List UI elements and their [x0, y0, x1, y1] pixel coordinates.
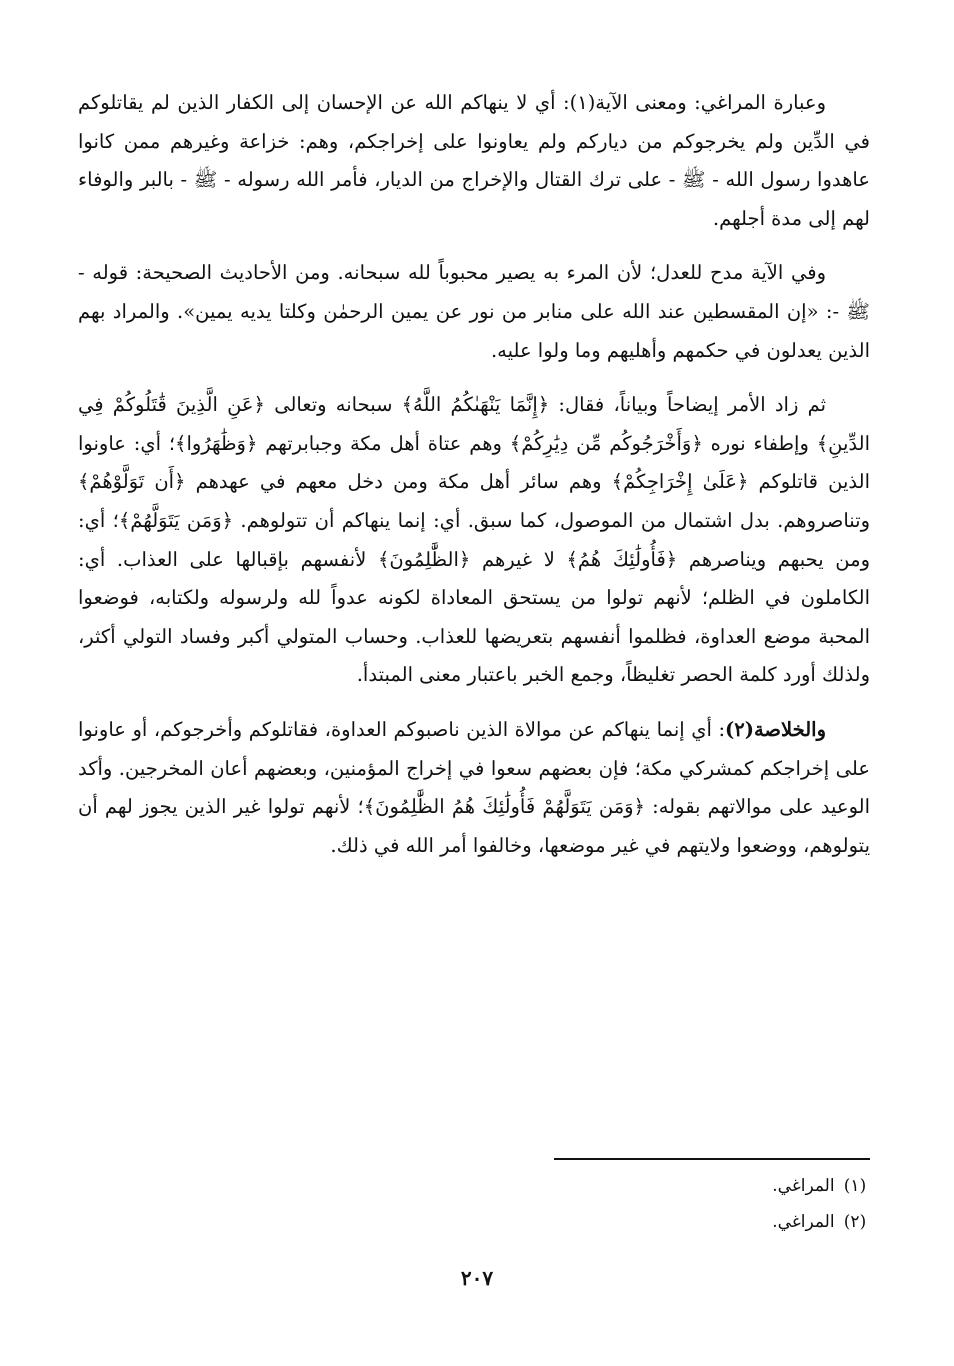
paragraph-4 [78, 711, 870, 865]
summary-heading: والخلاصة(٢) [725, 717, 826, 741]
paragraph-1 [78, 84, 870, 238]
paragraph-3-text: ثم زاد الأمر إيضاحاً وبياناً، فقال: ﴿إِنَّمَا يَنْهَىٰكُمُ اللَّهُ﴾ سبحانه وتعالى ﴿عَنِ الَّذِينَ قَٰتَلُوكُمْ فِي الدِّينِ﴾ وإطفاء نوره ﴿وَأَخْرَجُوكُم مِّن دِيَٰرِكُمْ﴾ وهم عتاة أهل مكة وجبابرتهم ﴿وَظَٰهَرُوا﴾؛ أي: عاونوا الذين قاتلوكم ﴿عَلَىٰ إِخْرَاجِكُمْ﴾ وهم سائر أهل مكة ومن دخل معهم في عهدهم ﴿أَن تَوَلَّوْهُمْ﴾ وتناصروهم. بدل اشتمال من الموصول، كما سبق. أي: إنما ينهاكم أن تتولوهم. ﴿وَمَن يَتَوَلَّهُمْ﴾؛ أي: ومن يحبهم ويناصرهم ﴿فَأُولَٰئِكَ هُمُ﴾ لا غيرهم ﴿الظَّٰلِمُونَ﴾ لأنفسهم بإقبالها على العذاب. أي: الكاملون في الظلم؛ لأنهم تولوا من يستحق المعاداة لكونه عدواً لله ولرسوله ولكتابه، فوضعوا المحبة موضع العداوة، فظلموا أنفسهم بتعريضها للعذاب. وحساب المتولي أكبر وفساد التولي أكثر، ولذلك أورد كلمة الحصر تغليظاً، وجمع الخبر باعتبار معنى المبتدأ. [78, 393, 870, 687]
paragraph-2 [78, 254, 870, 370]
footnotes [470, 1168, 870, 1240]
footnote-text: المراغي. [772, 1176, 835, 1196]
footnote-2 [470, 1204, 870, 1240]
footnote-number: (١) [843, 1176, 867, 1196]
footnote-divider [554, 1158, 870, 1160]
main-text [78, 84, 870, 881]
footnote-1 [470, 1168, 870, 1204]
page-number: ٢٠٧ [460, 1266, 494, 1290]
paragraph-4-text: : أي إنما ينهاكم عن موالاة الذين ناصبوكم العداوة، فقاتلوكم وأخرجوكم، أو عاونوا على إخراجكم كمشركي مكة؛ فإن بعضهم سعوا في إخراج المؤمنين، وبعضهم أعان المخرجين. وأكد الوعيد على موالاتهم بقوله: ﴿وَمَن يَتَوَلَّهُمْ فَأُولَٰئِكَ هُمُ الظَّٰلِمُونَ﴾؛ لأنهم تولوا غير الذين يجوز لهم أن يتولوهم، ووضعوا ولايتهم في غير موضعها، وخالفوا أمر الله في ذلك. [78, 717, 870, 857]
paragraph-1-text: وعبارة المراغي: ومعنى الآية(١): أي لا ينهاكم الله عن الإحسان إلى الكفار الذين لم يقاتلوكم في الدِّين ولم يخرجوكم من دياركم ولم يعاونوا على إخراجكم، وهم: خزاعة وغيرهم ممن كانوا عاهدوا رسول الله - ﷺ - على ترك القتال والإخراج من الديار، فأمر الله رسوله - ﷺ - بالبر والوفاء لهم إلى مدة أجلهم. [78, 91, 870, 230]
paragraph-3 [78, 386, 870, 695]
footnote-text: المراغي. [772, 1212, 835, 1232]
paragraph-2-text: وفي الآية مدح للعدل؛ لأن المرء به يصير محبوباً لله سبحانه. ومن الأحاديث الصحيحة: قوله - ﷺ -: «إن المقسطين عند الله على منابر من نور عن يمين الرحمٰن وكلتا يديه يمين». والمراد بهم الذين يعدلون في حكمهم وأهليهم وما ولوا عليه. [78, 261, 870, 362]
footnote-number: (٢) [843, 1212, 867, 1232]
